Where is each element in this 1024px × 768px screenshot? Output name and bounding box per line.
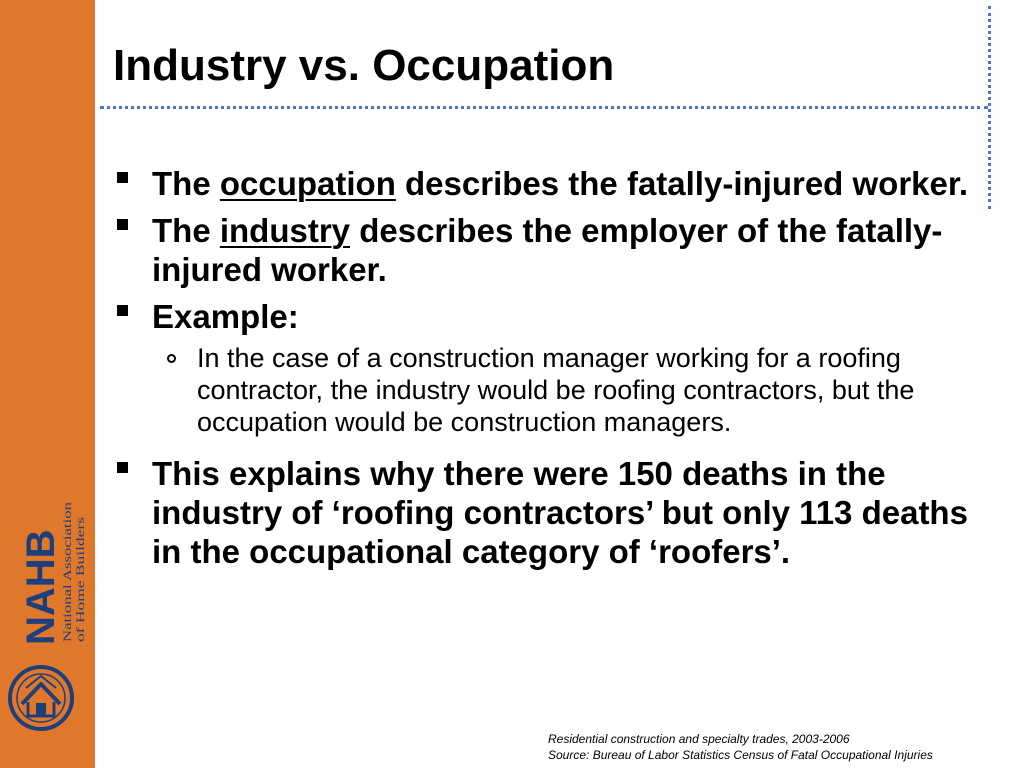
square-bullet-icon xyxy=(117,172,128,183)
left-sidebar xyxy=(0,0,95,768)
source-note xyxy=(548,731,933,763)
bullet-text-before: The xyxy=(152,165,220,202)
bullet-text-after: describes the fatally-injured worker. xyxy=(395,165,969,202)
square-bullet-icon xyxy=(117,462,128,473)
bullet-text: Example: xyxy=(152,298,299,335)
nahb-logo xyxy=(4,500,90,750)
circle-bullet-icon xyxy=(167,354,176,363)
term-occupation: occupation xyxy=(219,165,396,202)
house-emblem-icon xyxy=(10,667,72,729)
bullet-explanation xyxy=(115,454,995,571)
bullet-text: This explains why there were 150 deaths in the industry of ‘roofing contractors’ but only 113 deaths in the occupational category of ‘roofers’. xyxy=(152,455,968,570)
slide-title: Industry vs. Occupation xyxy=(113,41,615,90)
bullet-list xyxy=(115,164,995,579)
source-note-line1: Residential construction and specialty trades, 2003-2006 xyxy=(548,732,850,746)
bullet-occupation xyxy=(115,164,995,203)
sub-bullet-text: In the case of a construction manager working for a roofing contractor, the industry would be roofing contractors, but the occupation would be construction managers. xyxy=(197,343,915,437)
term-industry: industry xyxy=(219,212,351,249)
title-divider xyxy=(100,106,988,109)
logo-name-line2: of Home Builders xyxy=(73,556,87,642)
bullet-industry xyxy=(115,211,995,289)
source-note-line2: Source: Bureau of Labor Statistics Census of Fatal Occupational Injuries xyxy=(548,748,933,762)
sub-bullet-list xyxy=(152,342,995,438)
logo-name-line1: National Association xyxy=(60,541,74,642)
sub-bullet-example xyxy=(152,342,995,438)
logo-abbr: NAHB xyxy=(19,529,63,645)
bullet-text-after: describes the employer of the fatally-injured worker. xyxy=(152,212,943,288)
square-bullet-icon xyxy=(117,219,128,230)
bullet-text-before: The xyxy=(152,212,220,249)
bullet-example xyxy=(115,297,995,438)
square-bullet-icon xyxy=(117,305,128,316)
